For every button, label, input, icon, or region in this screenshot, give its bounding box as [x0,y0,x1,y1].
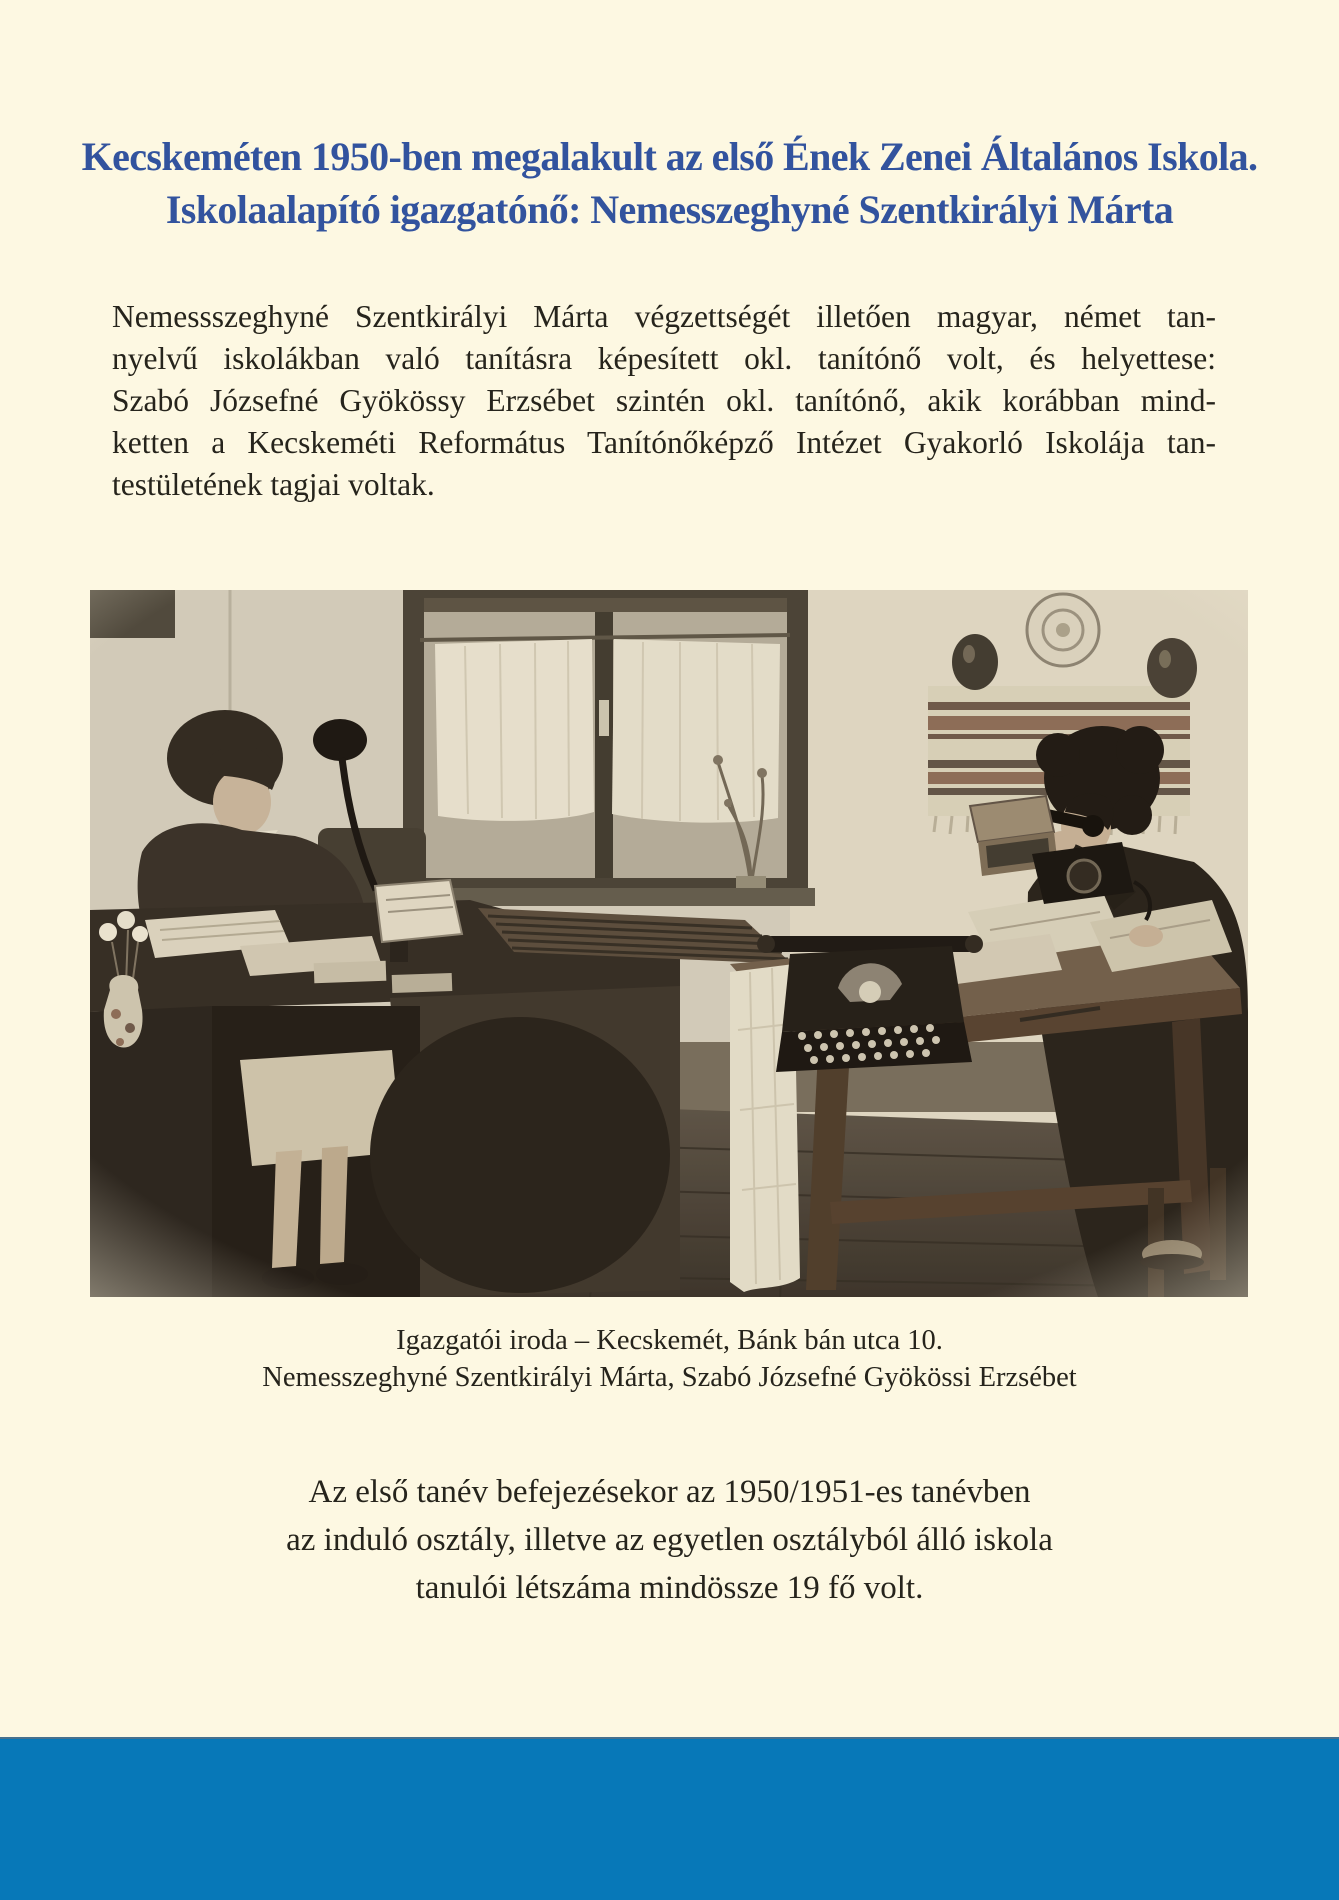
closing-paragraph [0,1468,1339,1612]
photo-caption-line-1: Igazgatói iroda – Kecskemét, Bánk bán utca 10. [396,1325,943,1356]
intro-line: nyelvű iskolákban való tanításra képesített okl. tanítónő volt, és helyettese: [112,341,1216,376]
page-title-line-2: Iskolaalapító igazgatónő: Nemesszeghyné Szentkirályi Márta [165,187,1174,232]
closing-line-2: az induló osztály, illetve az egyetlen osztályból álló iskola [286,1522,1053,1558]
intro-paragraph [112,296,1216,506]
office-photo-illustration [90,590,1248,1297]
photo-caption-line-2: Nemesszeghyné Szentkirályi Márta, Szabó Józsefné Gyökössi Erzsébet [262,1362,1077,1393]
vignette-overlay [90,590,1248,1297]
footer-color-bar [0,1737,1339,1900]
intro-line: Szabó Józsefné Gyökössy Erzsébet szintén okl. tanítónő, akik korábban mind- [112,383,1216,418]
closing-line-1: Az első tanév befejezésekor az 1950/1951-es tanévben [308,1474,1031,1510]
intro-line: ketten a Kecskeméti Református Tanítónőképző Intézet Gyakorló Iskolája tan- [112,425,1216,460]
photo-caption [0,1322,1339,1396]
page-title [0,130,1339,236]
office-photograph [90,590,1248,1297]
intro-line: Nemessszeghyné Szentkirályi Márta végzettségét illetően magyar, német tan- [112,299,1216,334]
closing-line-3: tanulói létszáma mindössze 19 fő volt. [415,1570,924,1606]
page-title-line-1: Kecskeméten 1950-ben megalakult az első Ének Zenei Általános Iskola. [81,134,1258,179]
intro-line: testületének tagjai voltak. [112,467,435,502]
